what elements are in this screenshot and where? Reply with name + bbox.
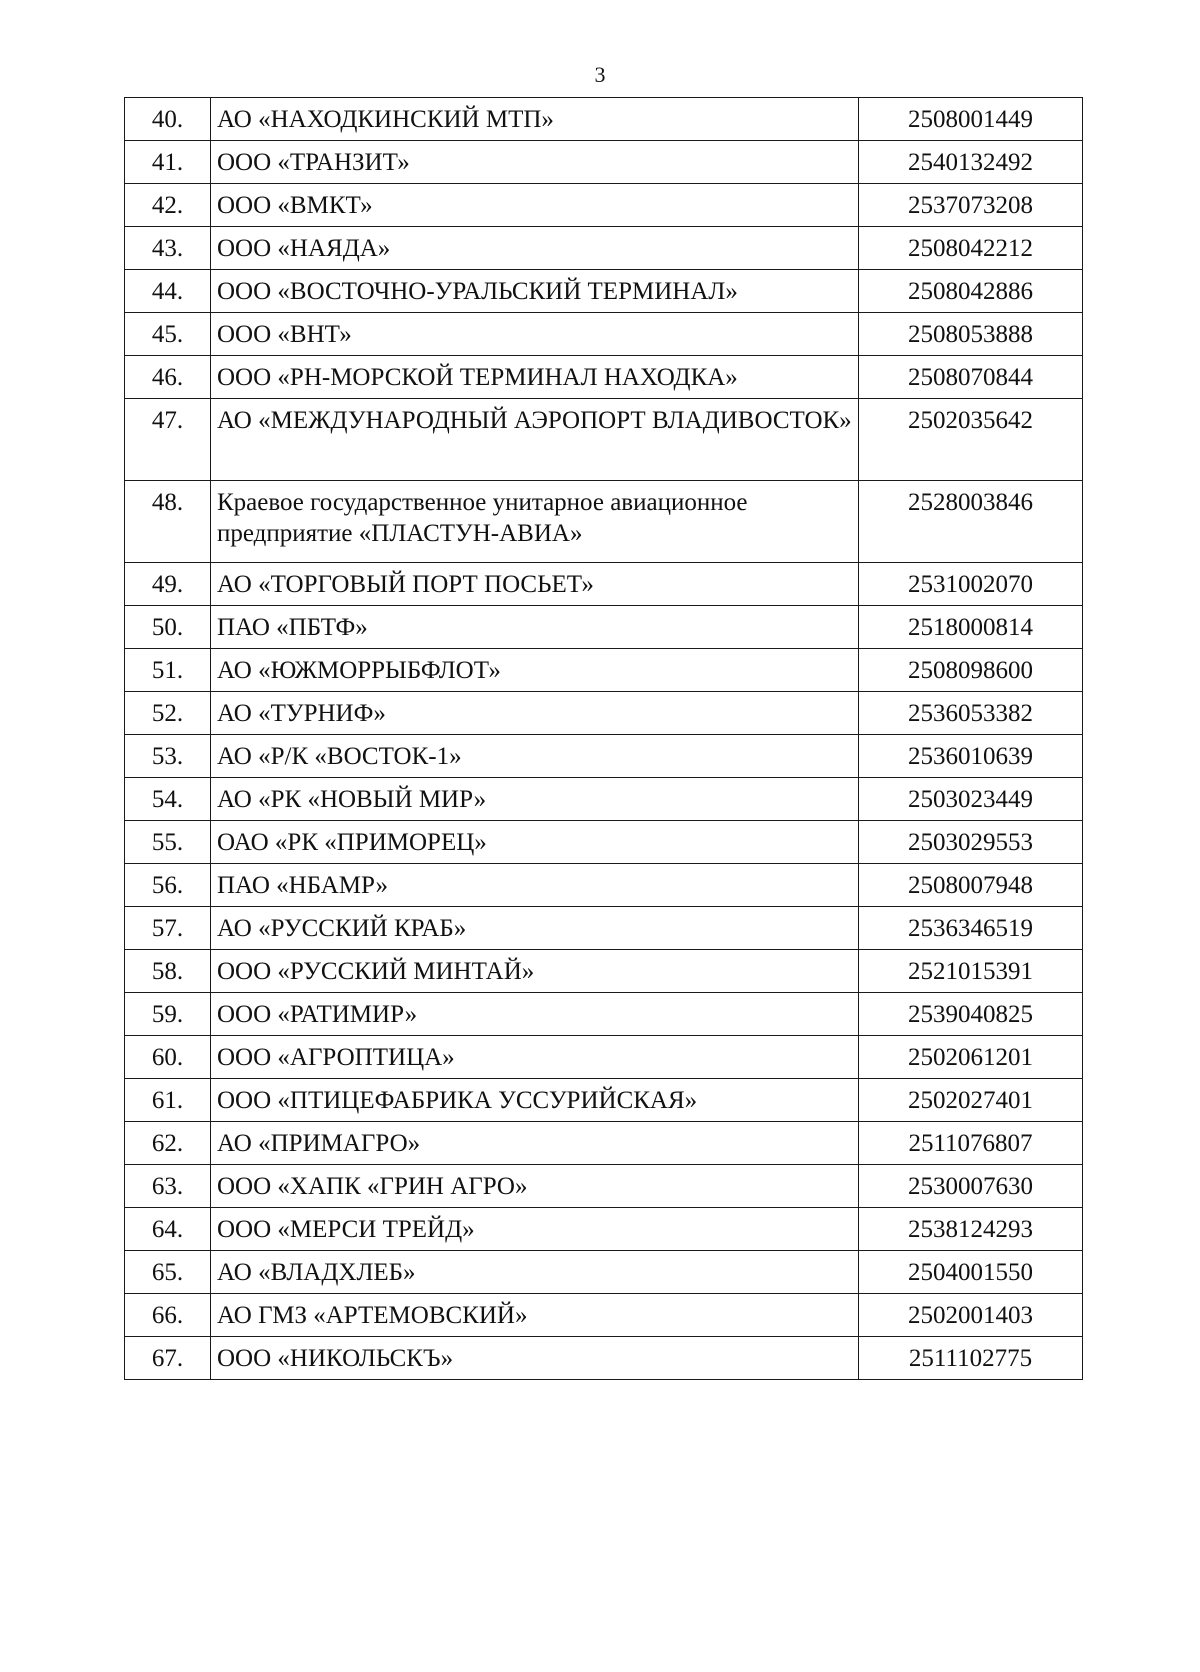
row-number-cell: 41.: [125, 141, 211, 184]
organization-name-cell: АО «ТОРГОВЫЙ ПОРТ ПОСЬЕТ»: [211, 563, 859, 606]
organization-name-cell: АО «НАХОДКИНСКИЙ МТП»: [211, 98, 859, 141]
table-row: [125, 692, 1083, 735]
organization-name-cell: АО «МЕЖДУНАРОДНЫЙ АЭРОПОРТ ВЛАДИВОСТОК»: [211, 399, 859, 481]
table-row: [125, 141, 1083, 184]
inn-cell: 2504001550: [859, 1251, 1083, 1294]
inn-cell: 2536053382: [859, 692, 1083, 735]
inn-cell: 2502035642: [859, 399, 1083, 481]
inn-cell: 2538124293: [859, 1208, 1083, 1251]
organization-name-cell: АО «ВЛАДХЛЕБ»: [211, 1251, 859, 1294]
inn-cell: 2508053888: [859, 313, 1083, 356]
organization-name-cell: ООО «НИКОЛЬСКЪ»: [211, 1337, 859, 1380]
organization-name-cell: ООО «ТРАНЗИТ»: [211, 141, 859, 184]
row-number-cell: 57.: [125, 907, 211, 950]
table-row: [125, 313, 1083, 356]
row-number-cell: 61.: [125, 1079, 211, 1122]
table-row: [125, 98, 1083, 141]
inn-cell: 2508001449: [859, 98, 1083, 141]
inn-cell: 2502027401: [859, 1079, 1083, 1122]
organization-name-cell: АО «РУССКИЙ КРАБ»: [211, 907, 859, 950]
row-number-cell: 65.: [125, 1251, 211, 1294]
table-row: [125, 399, 1083, 481]
row-number-cell: 42.: [125, 184, 211, 227]
table-row: [125, 606, 1083, 649]
organization-name-cell: ООО «ВНТ»: [211, 313, 859, 356]
table-row: [125, 227, 1083, 270]
row-number-cell: 66.: [125, 1294, 211, 1337]
inn-cell: 2511076807: [859, 1122, 1083, 1165]
row-number-cell: 56.: [125, 864, 211, 907]
row-number-cell: 59.: [125, 993, 211, 1036]
table-row: [125, 1337, 1083, 1380]
organization-name-cell: ПАО «ПБТФ»: [211, 606, 859, 649]
inn-cell: 2536010639: [859, 735, 1083, 778]
row-number-cell: 67.: [125, 1337, 211, 1380]
table-row: [125, 907, 1083, 950]
organization-name-cell: ООО «АГРОПТИЦА»: [211, 1036, 859, 1079]
organization-name-cell: ООО «ВМКТ»: [211, 184, 859, 227]
organization-name-cell: ООО «НАЯДА»: [211, 227, 859, 270]
row-number-cell: 62.: [125, 1122, 211, 1165]
inn-cell: 2508070844: [859, 356, 1083, 399]
organization-name-cell: ОАО «РК «ПРИМОРЕЦ»: [211, 821, 859, 864]
table-row: [125, 356, 1083, 399]
table-row: [125, 1036, 1083, 1079]
organization-name-cell: ПАО «НБАМР»: [211, 864, 859, 907]
table-row: [125, 1208, 1083, 1251]
organization-name-cell: АО «ЮЖМОРРЫБФЛОТ»: [211, 649, 859, 692]
table-row: [125, 481, 1083, 563]
row-number-cell: 47.: [125, 399, 211, 481]
inn-cell: 2508007948: [859, 864, 1083, 907]
row-number-cell: 54.: [125, 778, 211, 821]
organization-name-cell: АО «ПРИМАГРО»: [211, 1122, 859, 1165]
row-number-cell: 43.: [125, 227, 211, 270]
inn-cell: 2536346519: [859, 907, 1083, 950]
organization-name-cell: АО «РК «НОВЫЙ МИР»: [211, 778, 859, 821]
table-row: [125, 950, 1083, 993]
row-number-cell: 58.: [125, 950, 211, 993]
table-row: [125, 1251, 1083, 1294]
table-row: [125, 735, 1083, 778]
inn-cell: 2540132492: [859, 141, 1083, 184]
row-number-cell: 55.: [125, 821, 211, 864]
row-number-cell: 64.: [125, 1208, 211, 1251]
row-number-cell: 51.: [125, 649, 211, 692]
organization-name-cell: ООО «РН-МОРСКОЙ ТЕРМИНАЛ НАХОДКА»: [211, 356, 859, 399]
table-row: [125, 649, 1083, 692]
row-number-cell: 60.: [125, 1036, 211, 1079]
inn-cell: 2528003846: [859, 481, 1083, 563]
inn-cell: 2508042212: [859, 227, 1083, 270]
row-number-cell: 45.: [125, 313, 211, 356]
organization-table: [124, 97, 1083, 1380]
inn-cell: 2508042886: [859, 270, 1083, 313]
organization-name-cell: ООО «ХАПК «ГРИН АГРО»: [211, 1165, 859, 1208]
organization-name-cell: ООО «РУССКИЙ МИНТАЙ»: [211, 950, 859, 993]
organization-name-cell: Краевое государственное унитарное авиационное предприятие «ПЛАСТУН-АВИА»: [211, 481, 859, 563]
inn-cell: 2530007630: [859, 1165, 1083, 1208]
table-row: [125, 270, 1083, 313]
row-number-cell: 50.: [125, 606, 211, 649]
inn-cell: 2503023449: [859, 778, 1083, 821]
row-number-cell: 44.: [125, 270, 211, 313]
inn-cell: 2502001403: [859, 1294, 1083, 1337]
organization-name-cell: ООО «РАТИМИР»: [211, 993, 859, 1036]
organization-name-cell: ООО «ВОСТОЧНО-УРАЛЬСКИЙ ТЕРМИНАЛ»: [211, 270, 859, 313]
inn-cell: 2502061201: [859, 1036, 1083, 1079]
table-row: [125, 184, 1083, 227]
row-number-cell: 53.: [125, 735, 211, 778]
inn-cell: 2539040825: [859, 993, 1083, 1036]
table-row: [125, 1079, 1083, 1122]
table-row: [125, 993, 1083, 1036]
organization-name-cell: АО «ТУРНИФ»: [211, 692, 859, 735]
table-row: [125, 821, 1083, 864]
inn-cell: 2503029553: [859, 821, 1083, 864]
inn-cell: 2531002070: [859, 563, 1083, 606]
organization-name-cell: ООО «ПТИЦЕФАБРИКА УССУРИЙСКАЯ»: [211, 1079, 859, 1122]
inn-cell: 2521015391: [859, 950, 1083, 993]
table-row: [125, 778, 1083, 821]
table-row: [125, 864, 1083, 907]
inn-cell: 2518000814: [859, 606, 1083, 649]
page-number: 3: [594, 62, 606, 87]
table-row: [125, 1165, 1083, 1208]
row-number-cell: 40.: [125, 98, 211, 141]
row-number-cell: 49.: [125, 563, 211, 606]
organization-name-cell: АО «Р/К «ВОСТОК-1»: [211, 735, 859, 778]
inn-cell: 2537073208: [859, 184, 1083, 227]
row-number-cell: 52.: [125, 692, 211, 735]
organization-table-body: [125, 98, 1083, 1380]
table-row: [125, 1294, 1083, 1337]
organization-name-cell: АО ГМЗ «АРТЕМОВСКИЙ»: [211, 1294, 859, 1337]
row-number-cell: 48.: [125, 481, 211, 563]
organization-name-cell: ООО «МЕРСИ ТРЕЙД»: [211, 1208, 859, 1251]
table-row: [125, 1122, 1083, 1165]
table-row: [125, 563, 1083, 606]
inn-cell: 2511102775: [859, 1337, 1083, 1380]
row-number-cell: 46.: [125, 356, 211, 399]
row-number-cell: 63.: [125, 1165, 211, 1208]
inn-cell: 2508098600: [859, 649, 1083, 692]
